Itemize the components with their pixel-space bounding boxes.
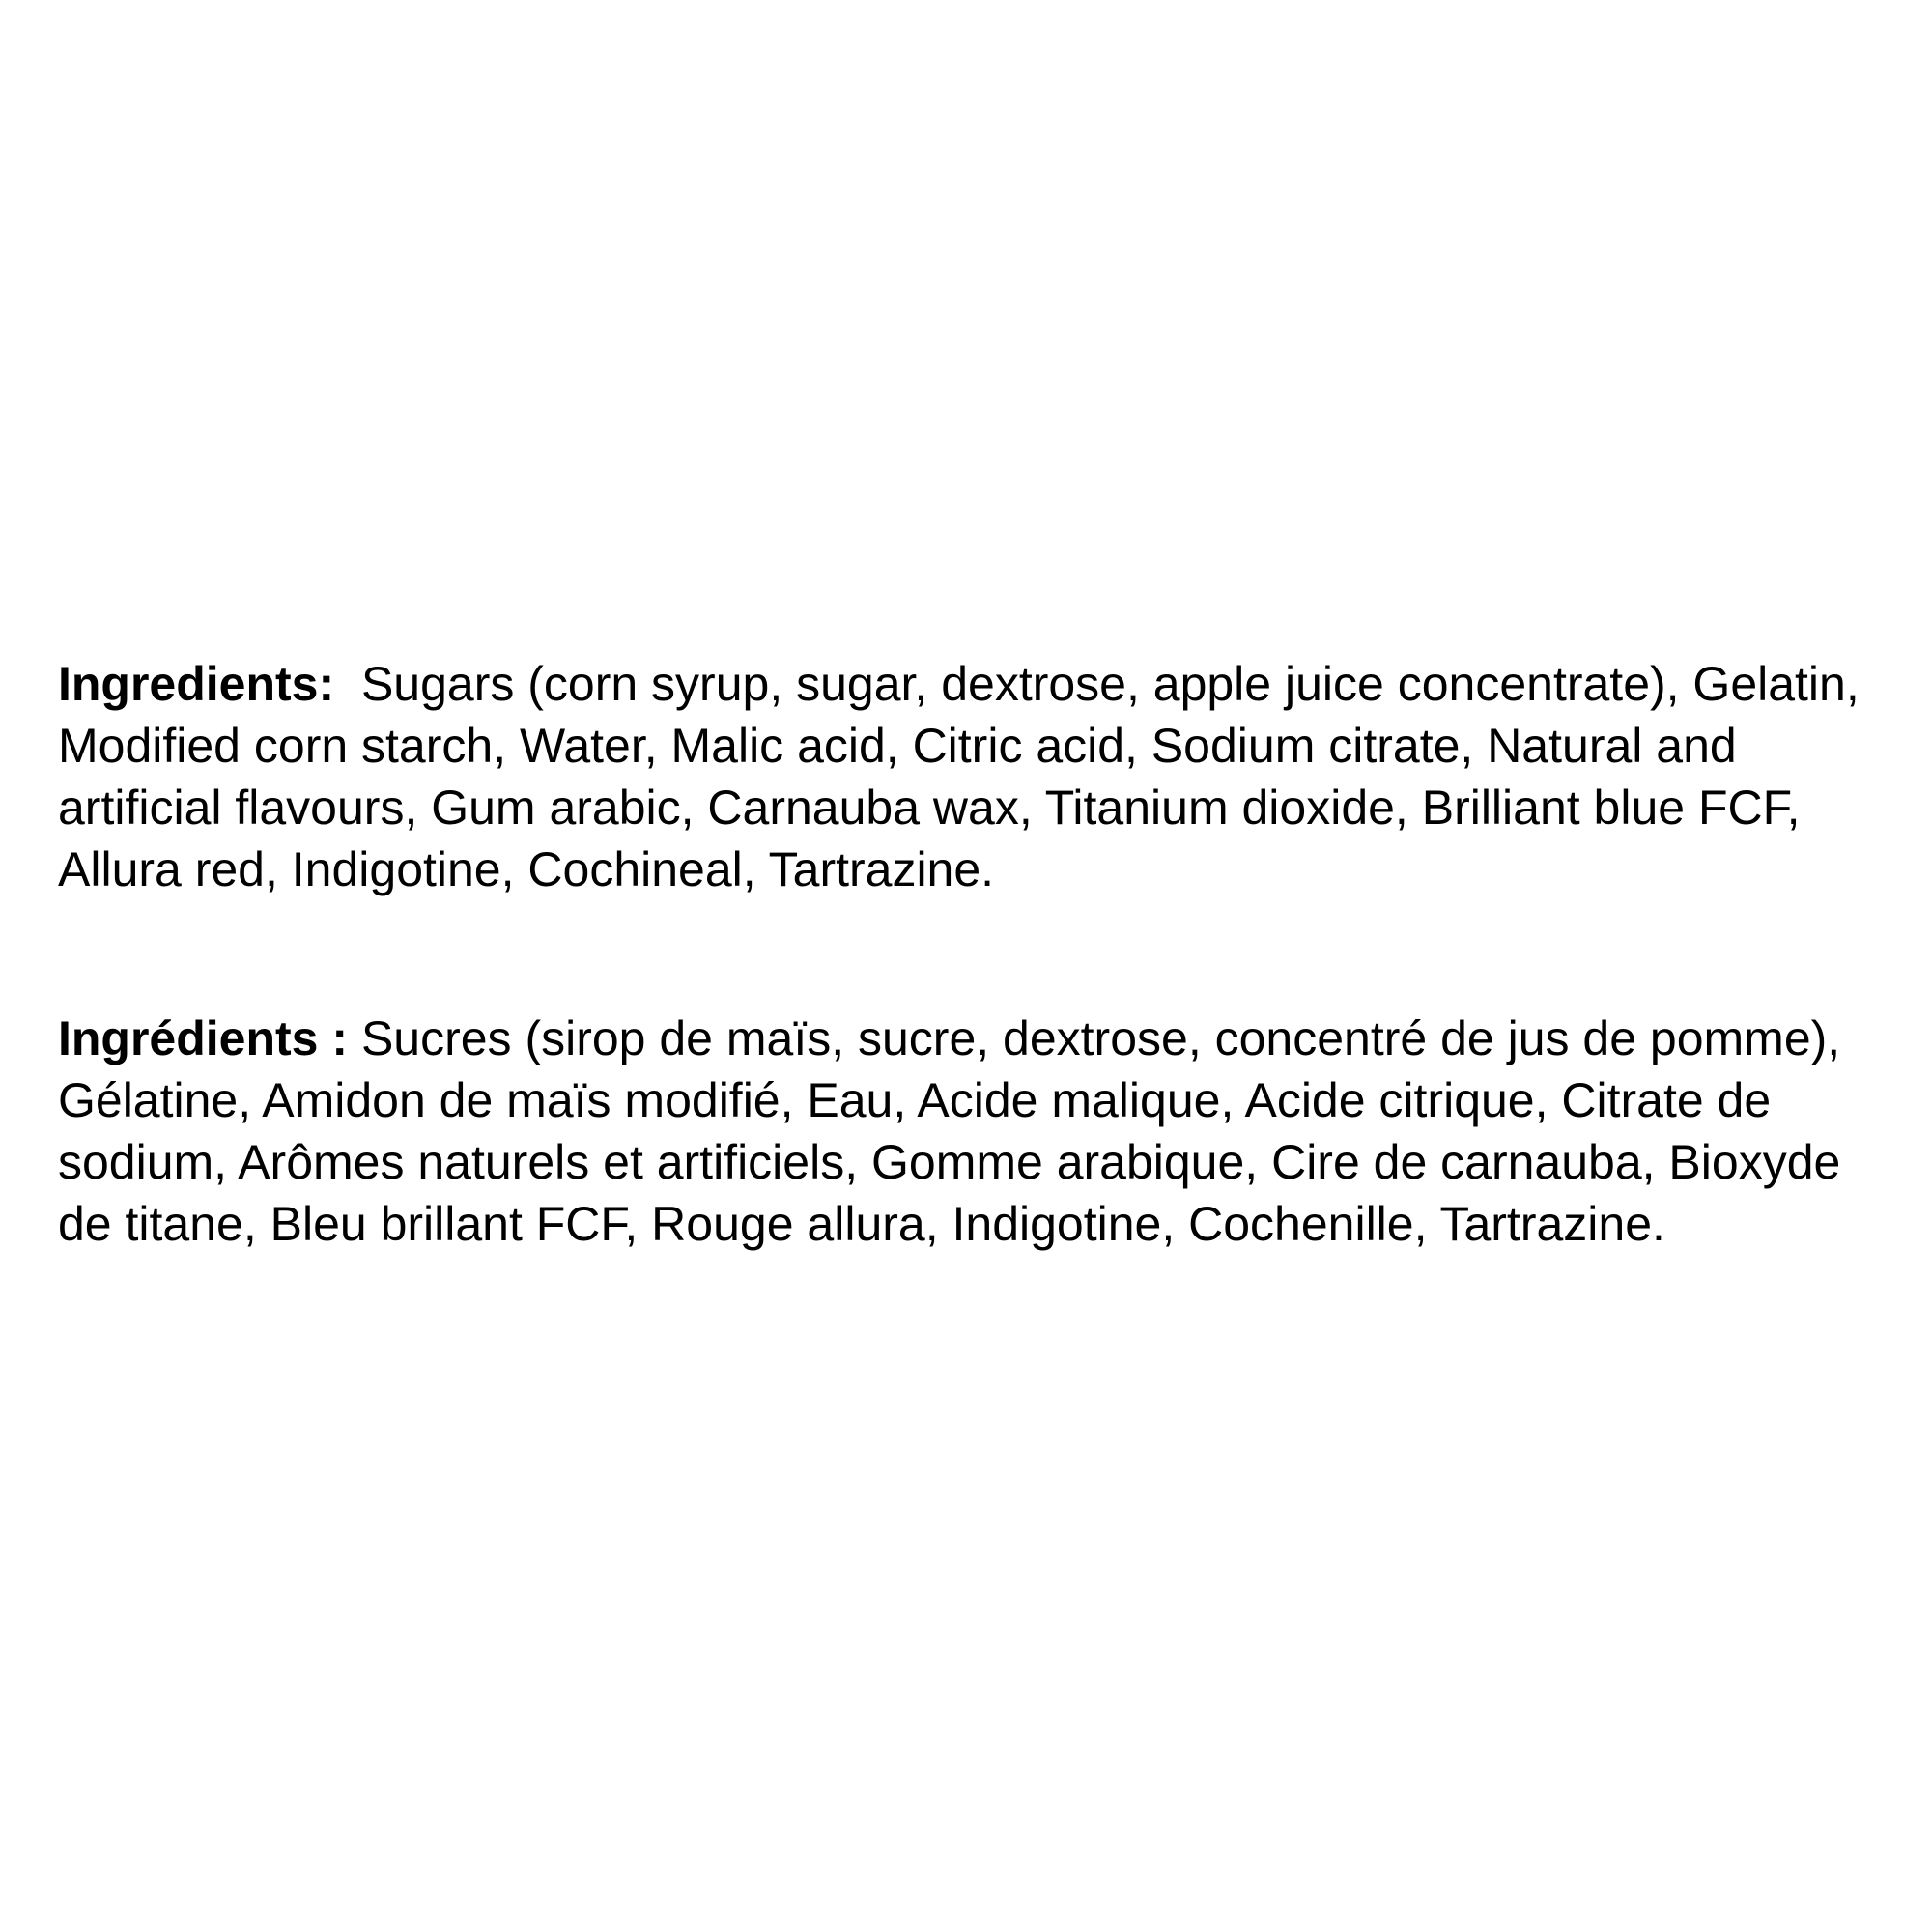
- english-ingredients-heading: Ingredients:: [58, 657, 335, 711]
- french-line-3: sodium, Arômes naturels et artificiels, Gomme arabique, Cire de carnauba, Bioxyde: [58, 1135, 1841, 1189]
- french-ingredients-heading: Ingrédients :: [58, 1011, 349, 1065]
- english-line-4: Allura red, Indigotine, Cochineal, Tartrazine.: [58, 842, 995, 896]
- english-line-3: artificial flavours, Gum arabic, Carnauba wax, Titanium dioxide, Brilliant blue FCF,: [58, 781, 1801, 835]
- french-line-1: [58, 1008, 1922, 1069]
- french-line-1-text: Sucres (sirop de maïs, sucre, dextrose, concentré de jus de pomme),: [360, 1011, 1841, 1065]
- english-ingredients: [58, 653, 1922, 900]
- english-line-1-text: Sugars (corn syrup, sugar, dextrose, apple juice concentrate), Gelatin,: [360, 657, 1860, 711]
- english-line-2: Modified corn starch, Water, Malic acid, Citric acid, Sodium citrate, Natural and: [58, 719, 1737, 773]
- french-line-2: Gélatine, Amidon de maïs modifié, Eau, Acide malique, Acide citrique, Citrate de: [58, 1073, 1772, 1127]
- french-ingredients: [58, 1008, 1922, 1255]
- english-line-1: [58, 653, 1922, 715]
- french-line-4: de titane, Bleu brillant FCF, Rouge allura, Indigotine, Cochenille, Tartrazine.: [58, 1197, 1665, 1251]
